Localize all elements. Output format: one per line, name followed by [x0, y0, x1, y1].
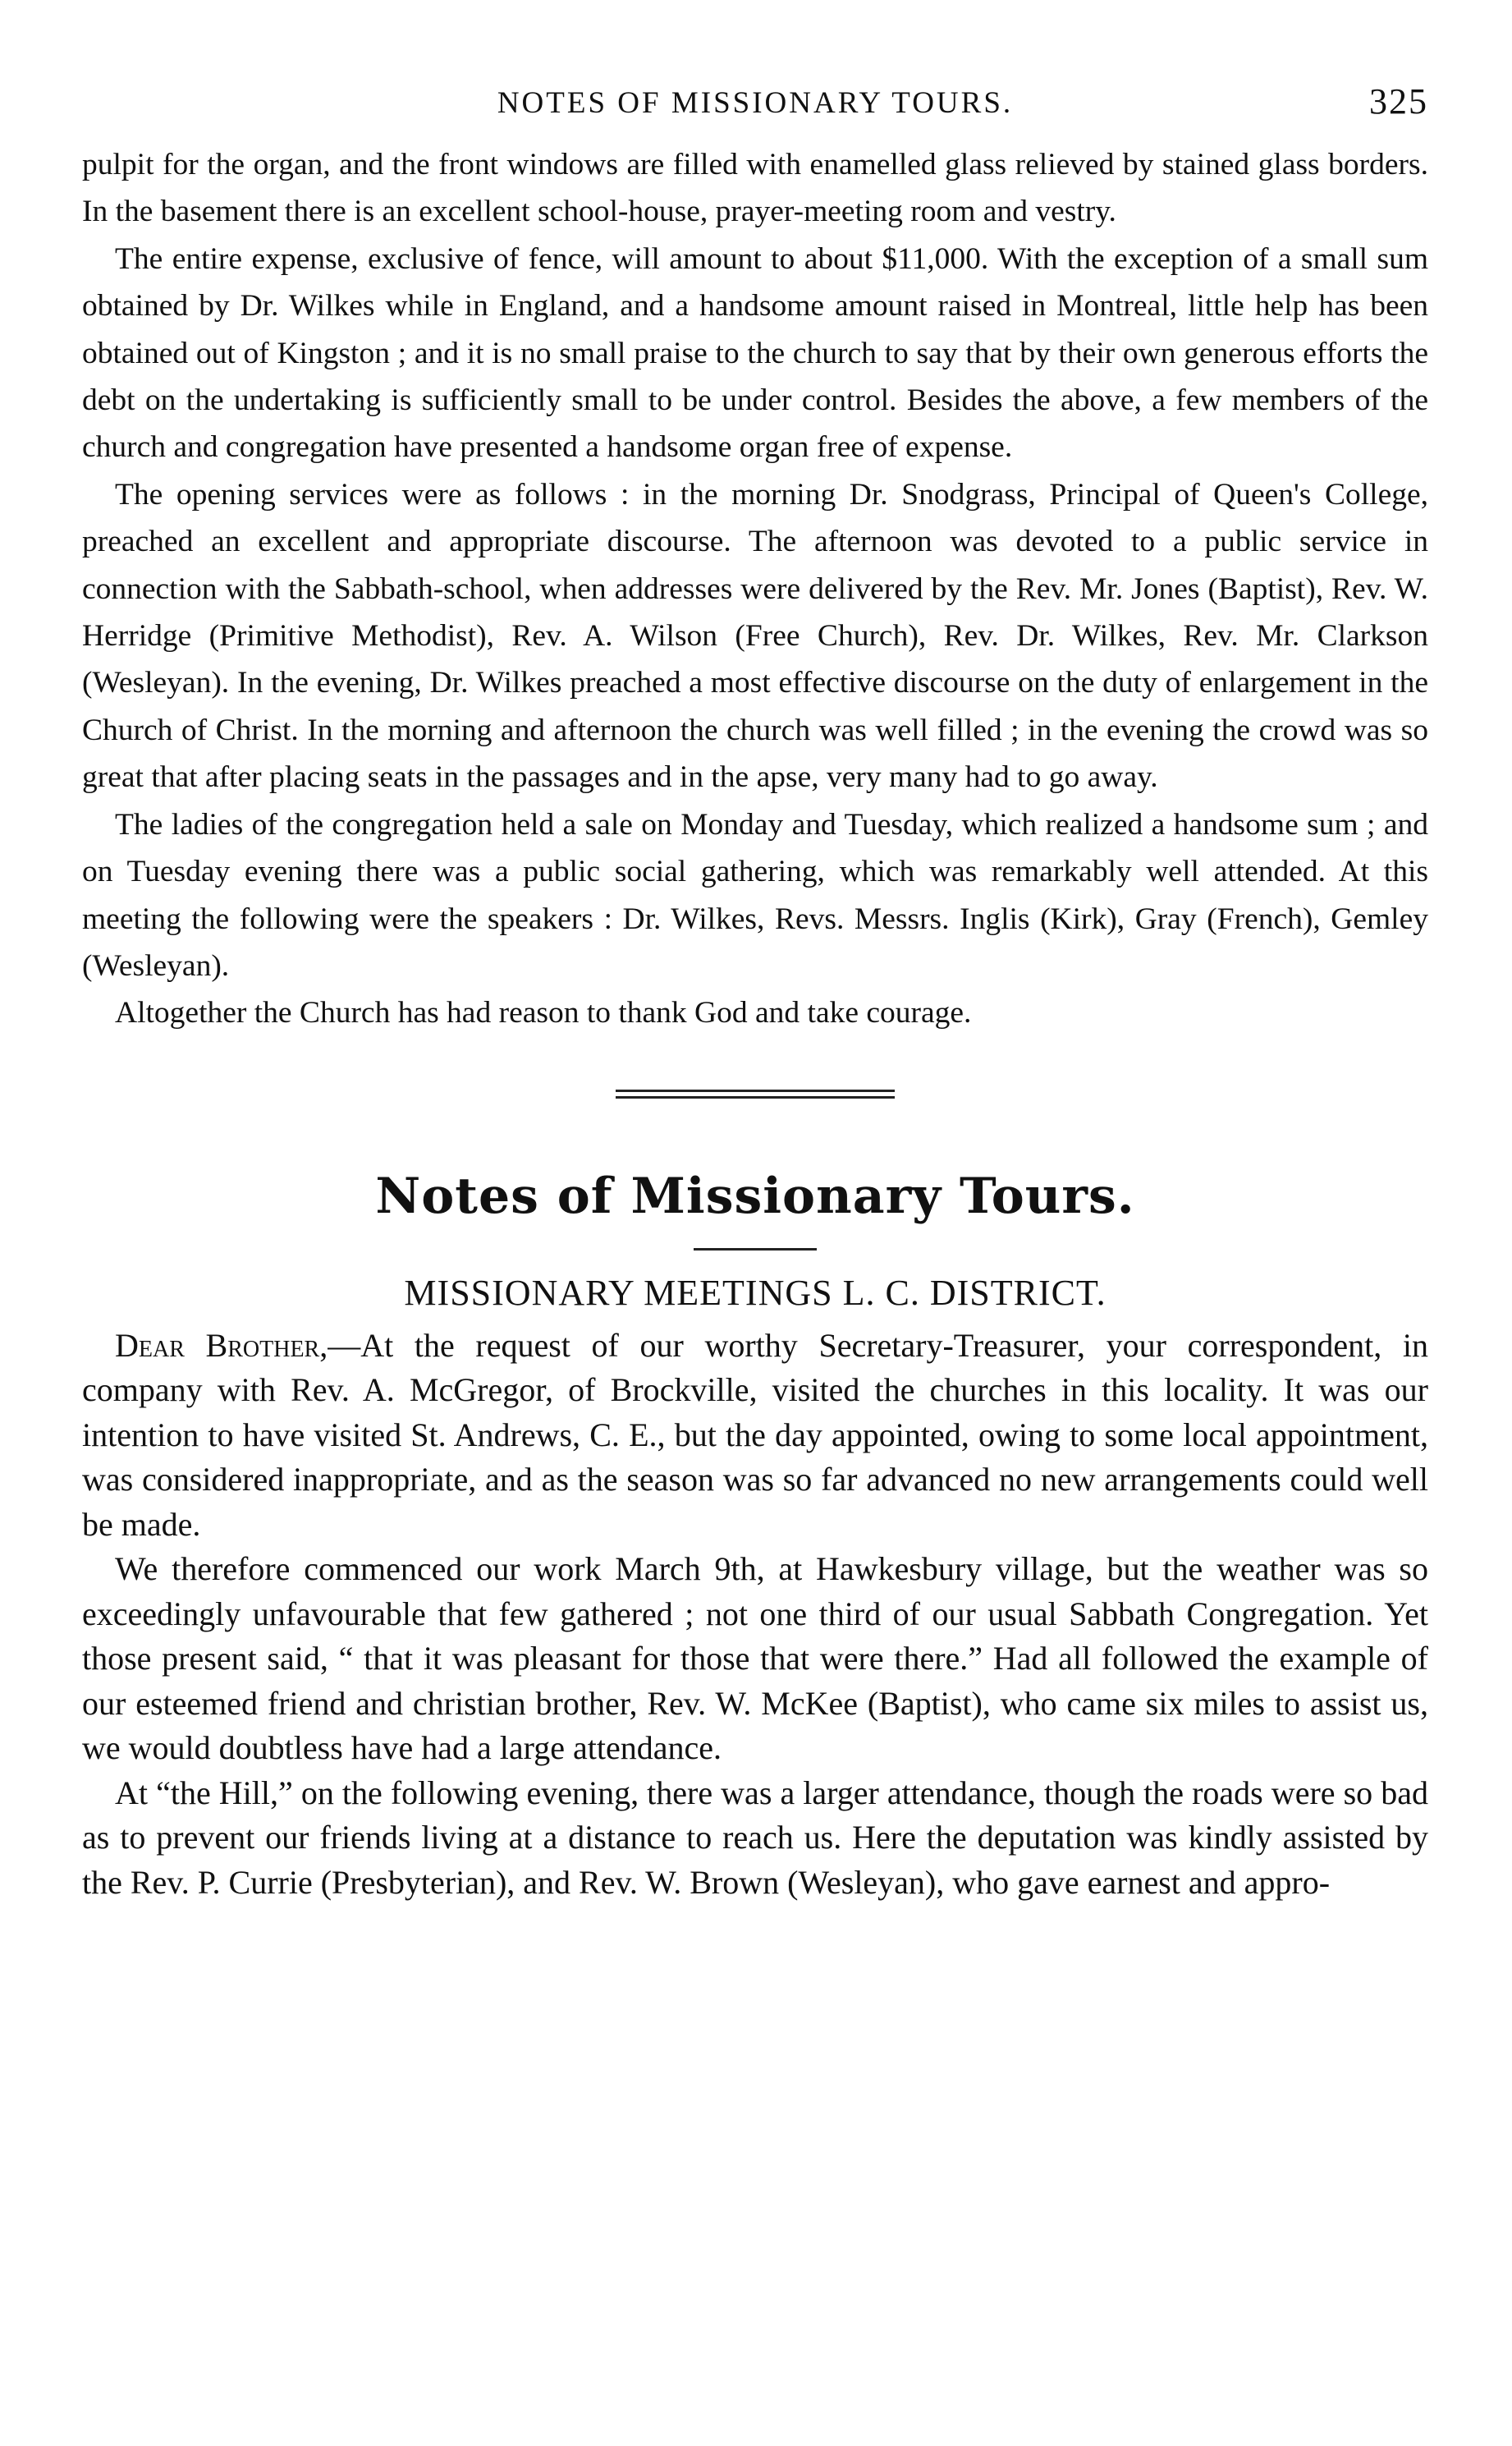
running-header	[82, 81, 1428, 135]
double-rule-divider	[616, 1090, 895, 1099]
paragraph: We therefore commenced our work March 9th, at Hawkesbury village, but the weather was so exceedingly unfavourable that few gathered ; not one third of our usual Sabbath Congregation. Yet those present said, “ that it was pleasant for those that were there.” Had all followed the example of our esteemed friend and christian brother, Rev. W. McKee (Baptist), who came six miles to assist us, we would doubtless have had a large attendance.	[82, 1550, 1428, 1767]
salutation: Dear Brother,	[115, 1326, 328, 1364]
page-number: 325	[1369, 81, 1428, 122]
book-page	[82, 81, 1428, 1905]
running-title: NOTES OF MISSIONARY TOURS.	[497, 86, 1014, 120]
paragraph: The opening services were as follows : in the morning Dr. Snodgrass, Principal of Queen's College, preached an excellent and appropriate discourse. The afternoon was devoted to a public service in connection with the Sabbath-school, when addresses were delivered by the Rev. Mr. Jones (Baptist), Rev. W. Herridge (Primitive Methodist), Rev. A. Wilson (Free Church), Rev. Dr. Wilkes, Rev. Mr. Clarkson (Wesleyan). In the evening, Dr. Wilkes preached a most effective discourse on the duty of enlargement in the Church of Christ. In the morning and afternoon the church was well filled ; in the evening the crowd was so great that after placing seats in the passages and in the apse, very many had to go away.	[82, 477, 1428, 795]
paragraph: Altogether the Church has had reason to thank God and take courage.	[115, 996, 972, 1030]
paragraph: The entire expense, exclusive of fence, will amount to about $11,000. With the exception of a small sum obtained by Dr. Wilkes while in England, and a handsome amount raised in Montreal, little help has been obtained out of Kingston ; and it is no small praise to the church to say that by their own generous efforts the debt on the undertaking is sufficiently small to be under control. Besides the above, a few members of the church and congregation have presented a handsome organ free of expense.	[82, 241, 1428, 465]
paragraph: The ladies of the congregation held a sale on Monday and Tuesday, which realized a handsome sum ; and on Tuesday evening there was a public social gathering, which was remarkably well attended. At this meeting the following were the speakers : Dr. Wilkes, Revs. Messrs. Inglis (Kirk), Gray (French), Gemley (Wesleyan).	[82, 807, 1428, 983]
paragraph: pulpit for the organ, and the front windows are filled with enamelled glass relieved by stained glass borders. In the basement there is an excellent school-house, prayer-meeting room and vestry.	[82, 148, 1428, 229]
section-subtitle: MISSIONARY MEETINGS L. C. DISTRICT.	[404, 1272, 1107, 1313]
paragraph-text: —At the request of our worthy Secretary-Treasurer, your correspondent, in company with Rev. A. McGregor, of Brockville, visited the churches in this locality. It was our intention to have visited St. Andrews, C. E., but the day appointed, owing to some local appointment, was considered inappropriate, and as the season was so far advanced no new arrangements could well be made.	[82, 1326, 1428, 1543]
letter-body	[82, 1324, 1428, 1906]
paragraph: At “the Hill,” on the following evening, there was a larger attendance, though the roads were so bad as to prevent our friends living at a distance to reach us. Here the deputation was kindly assisted by the Rev. P. Currie (Presbyterian), and Rev. W. Brown (Wesleyan), who gave earnest and appro-	[82, 1774, 1428, 1901]
paragraph	[82, 1324, 1428, 1548]
title-rule	[694, 1248, 817, 1251]
upper-article-continuation	[82, 141, 1428, 1037]
section-title: Notes of Missionary Tours.	[375, 1167, 1135, 1225]
